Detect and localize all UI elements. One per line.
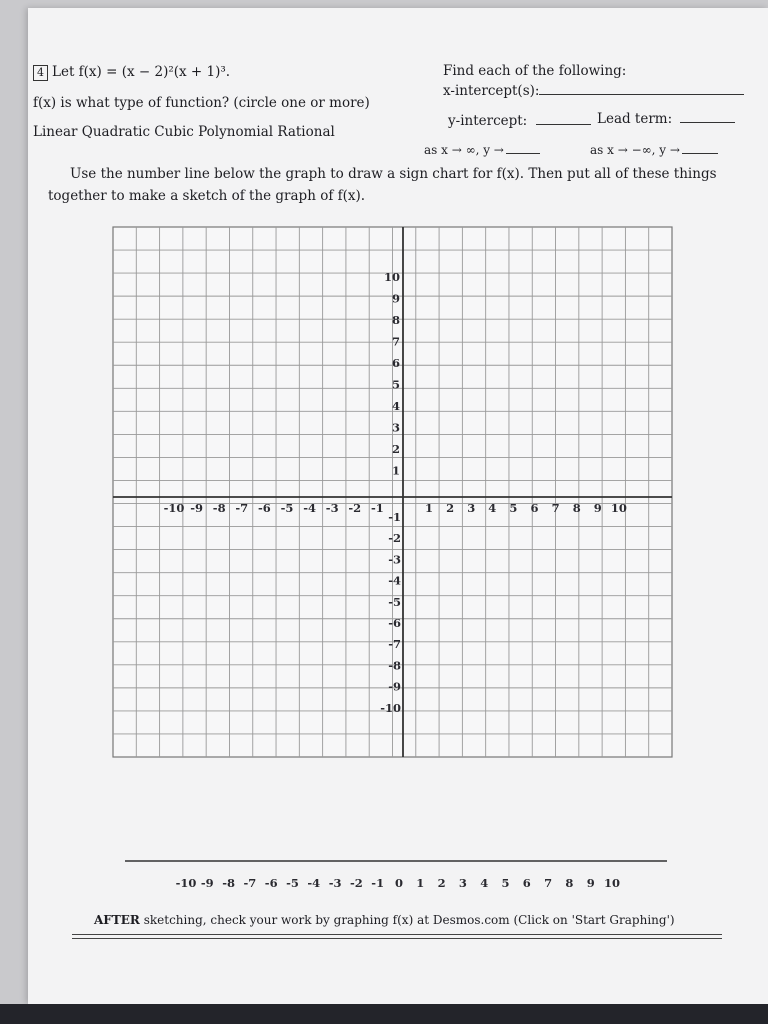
- x-tick-label: 6: [530, 501, 539, 515]
- y-tick-label: 9: [391, 291, 400, 306]
- number-line-tick-label: 6: [522, 876, 531, 890]
- problem-statement: Let f(x) = (x − 2)²(x + 1)³.: [52, 64, 231, 80]
- number-line-tick-label: -1: [371, 876, 385, 890]
- y-tick-label: -1: [388, 510, 401, 524]
- y-intercept-label: y-intercept:: [448, 113, 528, 129]
- footer-rule-2: [72, 938, 722, 939]
- x-tick-label: 1: [424, 501, 434, 515]
- number-line-tick-label: 4: [480, 876, 489, 890]
- y-tick-label: 5: [391, 377, 400, 392]
- y-tick-label: -6: [388, 616, 401, 630]
- number-line-tick-label: -10: [175, 876, 197, 890]
- y-tick-label: -7: [388, 637, 401, 652]
- x-tick-label: 2: [446, 501, 455, 515]
- number-line-tick-label: -7: [243, 876, 257, 890]
- footer-rule-1: [72, 934, 722, 935]
- number-line-tick-label: 3: [458, 876, 467, 890]
- number-line-labels: [176, 876, 620, 890]
- number-line-tick-label: 1: [416, 876, 425, 890]
- number-line-tick-label: -3: [328, 876, 342, 890]
- y-tick-label: 1: [391, 463, 400, 478]
- x-tick-label: -6: [258, 501, 271, 515]
- y-tick-label: 7: [391, 334, 400, 349]
- x-tick-label: -2: [348, 501, 362, 515]
- x-intercepts-label: x-intercept(s):: [443, 83, 540, 99]
- end-behavior-neg-label: as x → −∞, y →: [590, 143, 680, 157]
- number-line-tick-label: 0: [394, 876, 404, 890]
- number-line-tick-label: 7: [544, 876, 553, 890]
- number-line-tick-label: -8: [222, 876, 235, 890]
- number-line-tick-label: 5: [501, 876, 510, 890]
- lead-term-label: Lead term:: [597, 111, 673, 127]
- y-tick-label: -2: [388, 531, 401, 546]
- y-tick-label: 2: [391, 442, 400, 456]
- y-tick-label: -4: [388, 573, 401, 588]
- x-tick-label: 5: [509, 501, 518, 515]
- number-line-tick-label: -2: [350, 876, 363, 890]
- x-tick-label: -1: [371, 501, 384, 515]
- x-tick-label: -10: [163, 501, 185, 515]
- x-tick-label: -4: [303, 501, 316, 515]
- x-tick-label: -7: [235, 501, 249, 515]
- footer-text: sketching, check your work by graphing f(x) at Desmos.com (Click on 'Start Graphing'): [143, 913, 675, 927]
- y-tick-label: 4: [391, 399, 400, 413]
- x-tick-label: 9: [593, 501, 602, 515]
- y-tick-label: -9: [388, 679, 401, 694]
- x-tick-label: -3: [325, 501, 339, 515]
- number-line-tick-label: -5: [286, 876, 299, 890]
- number-line-tick-label: 10: [603, 876, 621, 890]
- y-tick-label: -10: [380, 700, 401, 715]
- x-tick-label: -5: [280, 501, 294, 515]
- problem-number-box: 4: [33, 65, 48, 81]
- y-tick-label: 6: [391, 356, 400, 370]
- x-tick-label: 4: [488, 501, 497, 515]
- x-tick-label: 3: [467, 501, 476, 515]
- number-line-tick-label: -4: [307, 876, 321, 890]
- y-tick-label: 8: [391, 313, 400, 327]
- y-tick-label: 10: [383, 270, 400, 284]
- x-tick-label: 10: [610, 501, 627, 515]
- y-tick-label: -8: [388, 658, 401, 673]
- instructions-line-2: together to make a sketch of the graph of f(x).: [48, 188, 366, 204]
- y-tick-label: -3: [388, 552, 401, 567]
- find-heading: Find each of the following:: [443, 63, 627, 79]
- x-tick-label: 8: [572, 501, 581, 515]
- end-behavior-pos-label: as x → ∞, y →: [424, 143, 504, 157]
- number-line-tick-label: 2: [437, 876, 446, 890]
- number-line-tick-label: -9: [200, 876, 214, 890]
- x-tick-label: -8: [212, 501, 226, 515]
- number-line-tick-label: 9: [586, 876, 595, 890]
- footer-note: [94, 912, 675, 928]
- number-line-tick-label: 8: [565, 876, 574, 890]
- function-type-question: f(x) is what type of function? (circle one or more): [33, 95, 370, 111]
- function-type-options: Linear Quadratic Cubic Polynomial Rational: [33, 124, 335, 140]
- y-tick-label: -5: [388, 594, 401, 609]
- x-tick-label: -9: [190, 501, 203, 515]
- x-tick-label: 7: [551, 501, 560, 515]
- instructions-line-1: Use the number line below the graph to draw a sign chart for f(x). Then put all of these things: [70, 166, 717, 182]
- y-tick-label: 3: [391, 420, 400, 435]
- footer-bold: AFTER: [94, 913, 140, 927]
- number-line-tick-label: -6: [264, 876, 278, 890]
